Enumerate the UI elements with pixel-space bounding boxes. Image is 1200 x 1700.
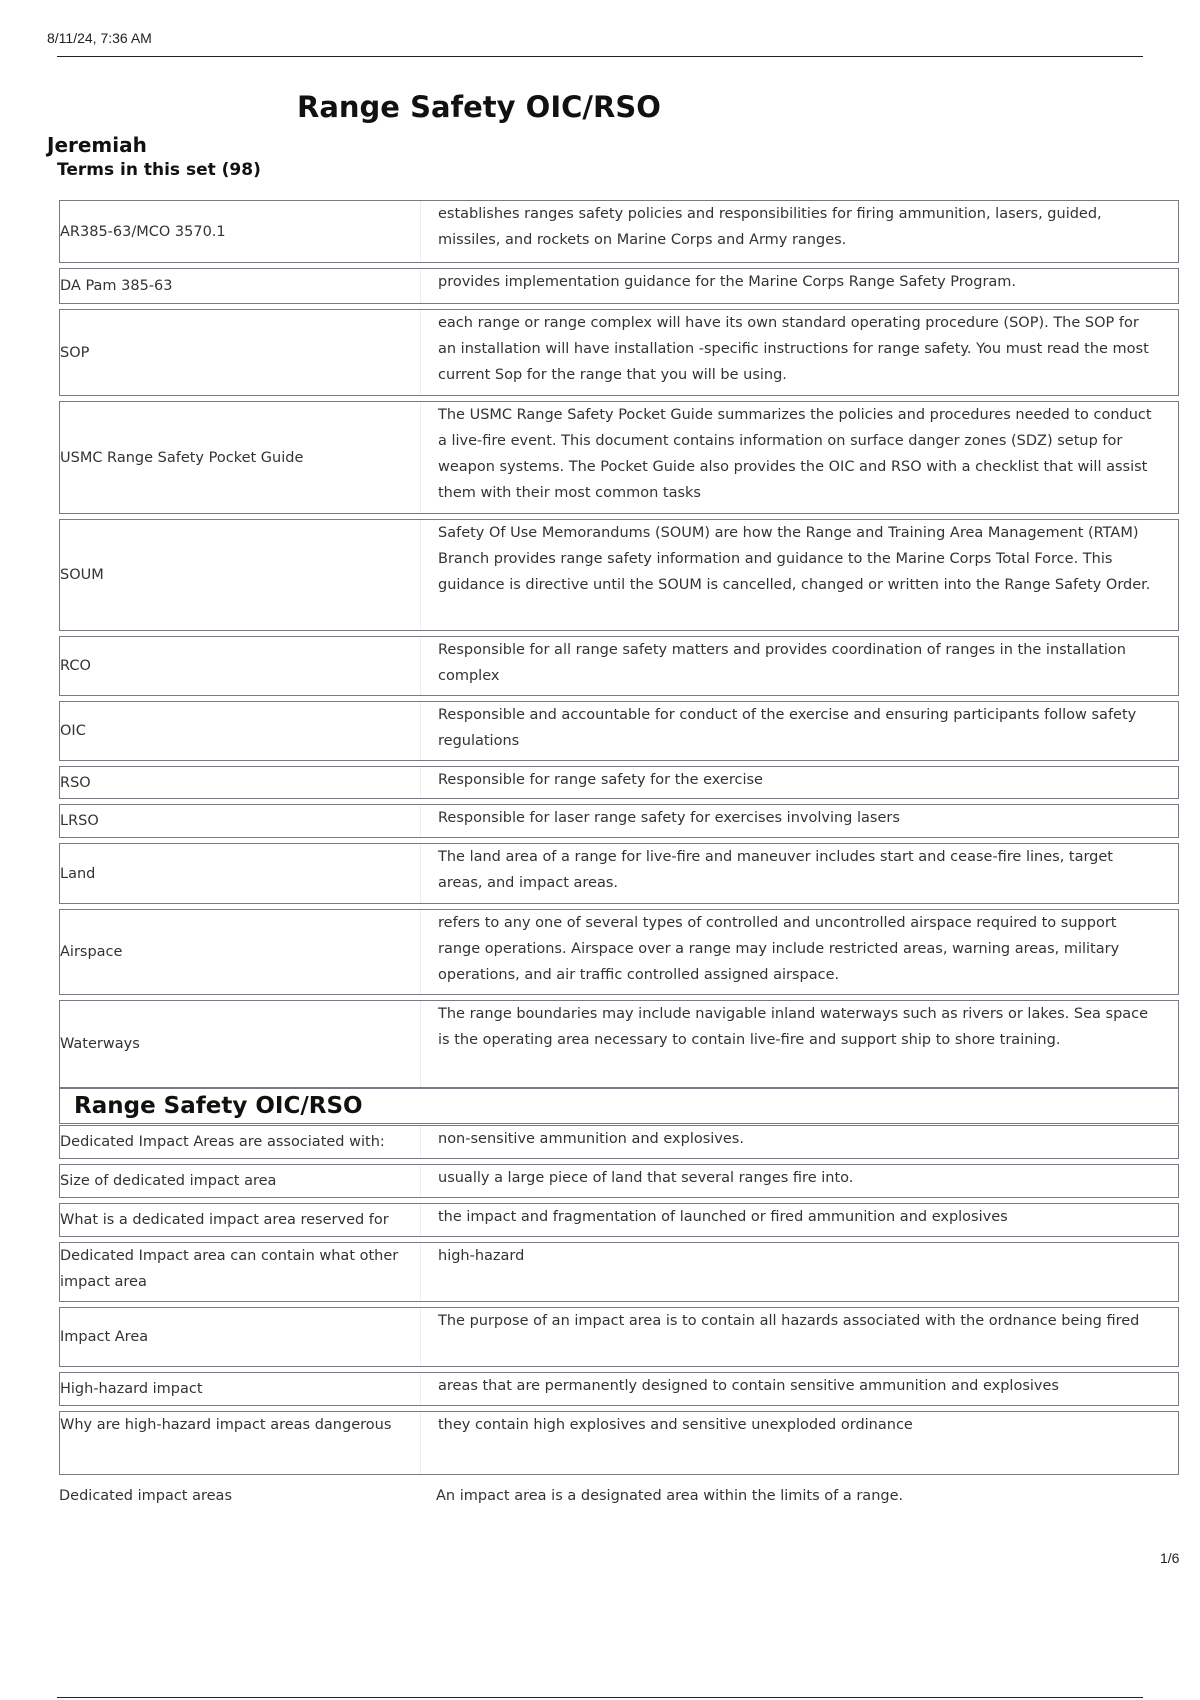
card-definition: refers to any one of several types of controlled and uncontrolled airspace required to support range operations. Airspace over a range may include restricted areas, warning areas, military operations, and air traffic controlled assigned airspace.	[420, 910, 1178, 994]
flashcard-row	[59, 843, 1179, 904]
card-term: SOUM	[60, 567, 104, 583]
flashcard-row	[59, 1000, 1179, 1088]
card-definition: Safety Of Use Memorandums (SOUM) are how the Range and Training Area Management (RTAM) Branch provides range safety information and guidance to the Marine Corps Total Force. This guidance is directive until the SOUM is cancelled, changed or written into the Range Safety Order.	[420, 520, 1178, 630]
flashcard-row	[59, 804, 1179, 838]
card-definition: each range or range complex will have its own standard operating procedure (SOP). The SOP for an installation will have installation -specific instructions for range safety. You must read the most current Sop for the range that you will be using.	[420, 310, 1178, 395]
card-definition: The USMC Range Safety Pocket Guide summarizes the policies and procedures needed to conduct a live-fire event. This document contains information on surface danger zones (SDZ) setup for weapon systems. The Pocket Guide also provides the OIC and RSO with a checklist that will assist them with their most common tasks	[420, 402, 1178, 513]
flashcard-row	[59, 701, 1179, 761]
section-heading: Range Safety OIC/RSO	[59, 1088, 1179, 1124]
flashcard-row	[59, 1203, 1179, 1237]
card-definition: Responsible and accountable for conduct of the exercise and ensuring participants follow safety regulations	[420, 702, 1178, 760]
flashcard-row	[59, 519, 1179, 631]
flashcard-row-unboxed	[59, 1483, 1179, 1509]
card-definition: Responsible for all range safety matters and provides coordination of ranges in the installation complex	[420, 637, 1178, 695]
card-definition: usually a large piece of land that several ranges fire into.	[420, 1165, 1178, 1197]
page-number: 1/6	[1160, 1550, 1180, 1566]
card-term: USMC Range Safety Pocket Guide	[60, 449, 304, 466]
card-term: Impact Area	[60, 1329, 149, 1345]
flashcard-row	[59, 766, 1179, 799]
flashcard-row	[59, 636, 1179, 696]
card-term: Why are high-hazard impact areas dangerous	[60, 1417, 392, 1433]
footer-divider	[57, 1697, 1143, 1698]
flashcard-row	[59, 1307, 1179, 1367]
terms-count: Terms in this set (98)	[57, 160, 261, 180]
card-term: LRSO	[60, 813, 99, 829]
print-timestamp: 8/11/24, 7:36 AM	[47, 30, 152, 46]
flashcard-row	[59, 1164, 1179, 1198]
card-term: Dedicated impact areas	[59, 1488, 232, 1504]
card-term: RCO	[60, 658, 91, 674]
card-definition: non-sensitive ammunition and explosives.	[420, 1126, 1178, 1158]
flashcard-row	[59, 401, 1179, 514]
card-term: Airspace	[60, 944, 123, 960]
card-definition: The range boundaries may include navigable inland waterways such as rivers or lakes. Sea space is the operating area necessary to contain live-fire and support ship to shore training.	[420, 1001, 1178, 1087]
header-divider	[57, 56, 1143, 57]
card-definition: The purpose of an impact area is to contain all hazards associated with the ordnance being fired	[420, 1308, 1178, 1366]
card-definition: The land area of a range for live-fire and maneuver includes start and cease-fire lines, target areas, and impact areas.	[420, 844, 1178, 903]
author-name: Jeremiah	[47, 133, 147, 157]
card-definition: the impact and fragmentation of launched or fired ammunition and explosives	[420, 1204, 1178, 1236]
card-definition: they contain high explosives and sensitive unexploded ordinance	[420, 1412, 1178, 1474]
card-term: Waterways	[60, 1036, 140, 1052]
card-term: Land	[60, 865, 96, 882]
card-term: Dedicated Impact Areas are associated with:	[60, 1134, 385, 1150]
flashcard-table	[59, 200, 1179, 1509]
card-definition: high-hazard	[420, 1243, 1178, 1301]
card-term: OIC	[60, 723, 86, 739]
card-term: What is a dedicated impact area reserved for	[60, 1212, 389, 1228]
card-term: High-hazard impact	[60, 1381, 203, 1397]
card-term: SOP	[60, 344, 90, 361]
flashcard-row	[59, 1372, 1179, 1406]
card-term: DA Pam 385-63	[60, 278, 173, 294]
card-definition: establishes ranges safety policies and responsibilities for firing ammunition, lasers, guided, missiles, and rockets on Marine Corps and Army ranges.	[420, 201, 1178, 262]
card-definition: provides implementation guidance for the Marine Corps Range Safety Program.	[420, 269, 1178, 303]
flashcard-row	[59, 200, 1179, 263]
card-term: RSO	[60, 774, 91, 791]
flashcard-row	[59, 1242, 1179, 1302]
flashcard-row	[59, 309, 1179, 396]
card-definition: Responsible for laser range safety for exercises involving lasers	[420, 805, 1178, 837]
flashcard-row	[59, 1411, 1179, 1475]
card-definition: An impact area is a designated area within the limits of a range.	[436, 1488, 904, 1504]
flashcard-row	[59, 1125, 1179, 1159]
set-title: Range Safety OIC/RSO	[297, 90, 661, 124]
card-term: Dedicated Impact area can contain what other impact area	[60, 1248, 399, 1290]
card-definition: Responsible for range safety for the exercise	[420, 767, 1178, 798]
card-term: Size of dedicated impact area	[60, 1173, 277, 1189]
card-term: AR385-63/MCO 3570.1	[60, 223, 226, 240]
flashcard-row	[59, 268, 1179, 304]
flashcard-row	[59, 909, 1179, 995]
card-definition: areas that are permanently designed to contain sensitive ammunition and explosives	[420, 1373, 1178, 1405]
